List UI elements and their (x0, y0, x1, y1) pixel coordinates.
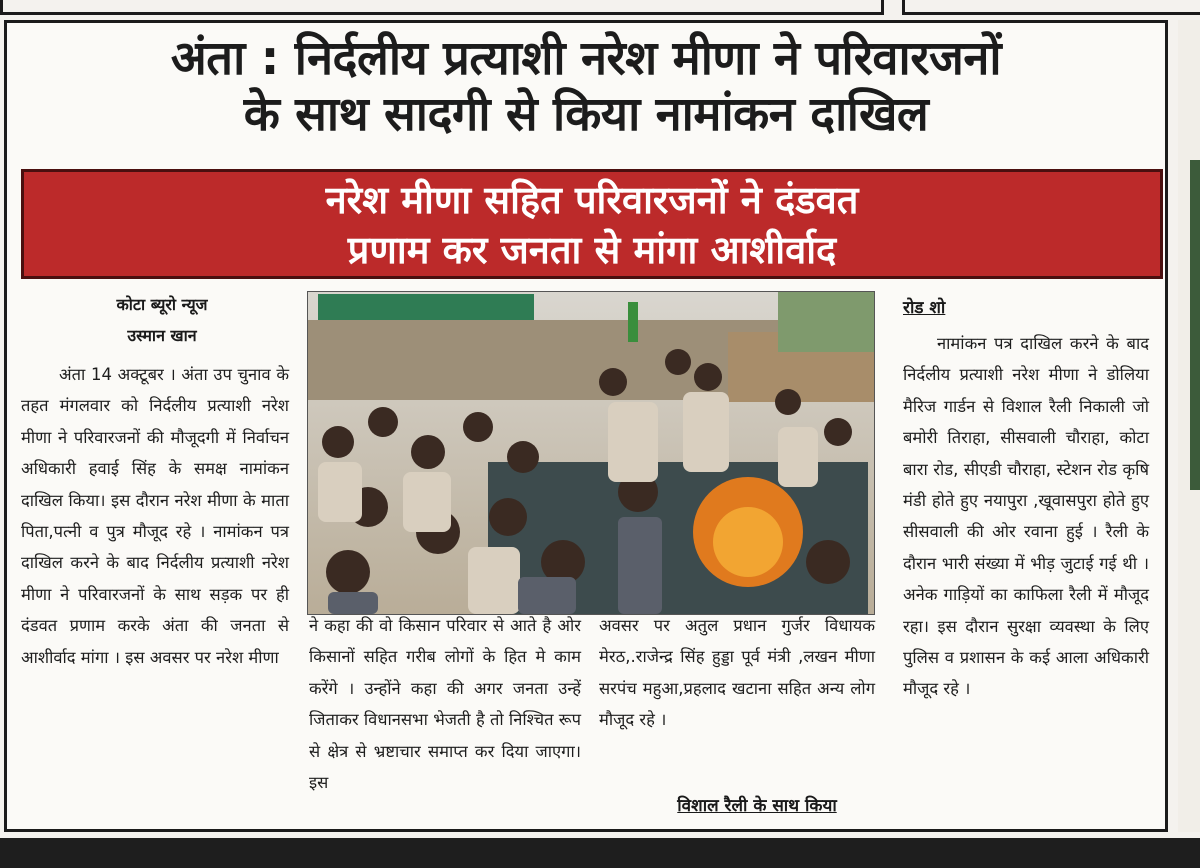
subheadline-line-2: प्रणाम कर जनता से मांगा आशीर्वाद (347, 228, 837, 272)
adjacent-clipping-top-right (902, 0, 1200, 15)
article-column-4 (903, 328, 1149, 705)
subheadline-banner (21, 169, 1163, 279)
roadshow-heading: रोड शो (903, 298, 946, 318)
article-text-column-1: अंता 14 अक्टूबर । अंता उप चुनाव के तहत मंगलवार को निर्दलीय प्रत्याशी नरेश मीणा ने परिवारजनों की मौजूदगी में निर्वाचन अधिकारी हवाई सिंह के समक्ष नामांकन दाखिल किया। इस दौरान नरेश मीणा के माता पिता,पत्नी व पुत्र मौजूद रहे । नामांकन पत्र दाखिल करने के बाद निर्दलीय प्रत्याशी नरेश मीणा ने परिवारजनों के साथ सड़क पर ही दंडवत प्रणाम करके अंता की जनता से आशीर्वाद मांगा । इस अवसर पर नरेश मीणा (21, 365, 289, 667)
article-column-3 (599, 610, 875, 736)
road-sign (318, 294, 534, 320)
article-column-2 (309, 610, 581, 798)
headline-line-1: अंता : निर्दलीय प्रत्याशी नरेश मीणा ने परिवारजनों (170, 31, 1002, 86)
byline-author: उस्मान खान (127, 326, 197, 345)
article-text-column-2: ने कहा की वो किसान परिवार से आते है ओर किसानों सहित गरीब लोगों के हित मे काम करेंगे । उन्होंने कहा की अगर जनता उन्हें जिताकर विधानसभा भेजती है तो निश्चित रूप से क्षेत्र से भ्रष्टाचार समाप्त कर दिया जाएगा। इस (309, 616, 581, 793)
byline-bureau: कोटा ब्यूरो न्यूज (116, 295, 208, 314)
rally-photo (307, 291, 875, 615)
adjacent-clipping-photo-edge (1190, 160, 1200, 490)
article-text-roadshow: नामांकन पत्र दाखिल करने के बाद निर्दलीय प्रत्याशी नरेश मीणा ने डोलिया मैरिज गार्डन से विशाल रैली निकाली जो बमोरी तिराहा, सीसवाली चौराहा, कोटा बारा रोड, सीएडी चौराहा, स्टेशन रोड कृषि मंडी होते हुए नयापुरा ,खूवासपुरा होते हुए सीसवाली की ओर रवाना हुई । रैली के दौरान भारी संख्या में भीड़ जुटाई गई थी । अनेक गाड़ियों का काफिला रैली में मौजूद रहा। इस दौरान सुरक्षा व्यवस्था के लिए पुलिस व प्रशासन के कई आला अधिकारी मौजूद रहे । (903, 334, 1149, 699)
adjacent-clipping-bottom (0, 838, 1200, 868)
rally-photo-illustration (308, 292, 874, 614)
headline (7, 31, 1165, 143)
article-column-1 (21, 359, 289, 673)
rally-subheading: विशाल रैली के साथ किया (677, 796, 837, 816)
article-text-column-3: अवसर पर अतुल प्रधान गुर्जर विधायक मेरठ,.राजेन्द्र सिंह हुड्डा पूर्व मंत्री ,लखन मीणा सरपंच महुआ,प्रहलाद खटाना सहित अन्य लोग मौजूद रहे । (599, 616, 875, 730)
news-article (4, 20, 1168, 832)
subheadline-line-1: नरेश मीणा सहित परिवारजनों ने दंडवत (325, 178, 859, 222)
headline-line-2: के साथ सादगी से किया नामांकन दाखिल (243, 87, 929, 142)
adjacent-clipping-top-left (0, 0, 884, 15)
